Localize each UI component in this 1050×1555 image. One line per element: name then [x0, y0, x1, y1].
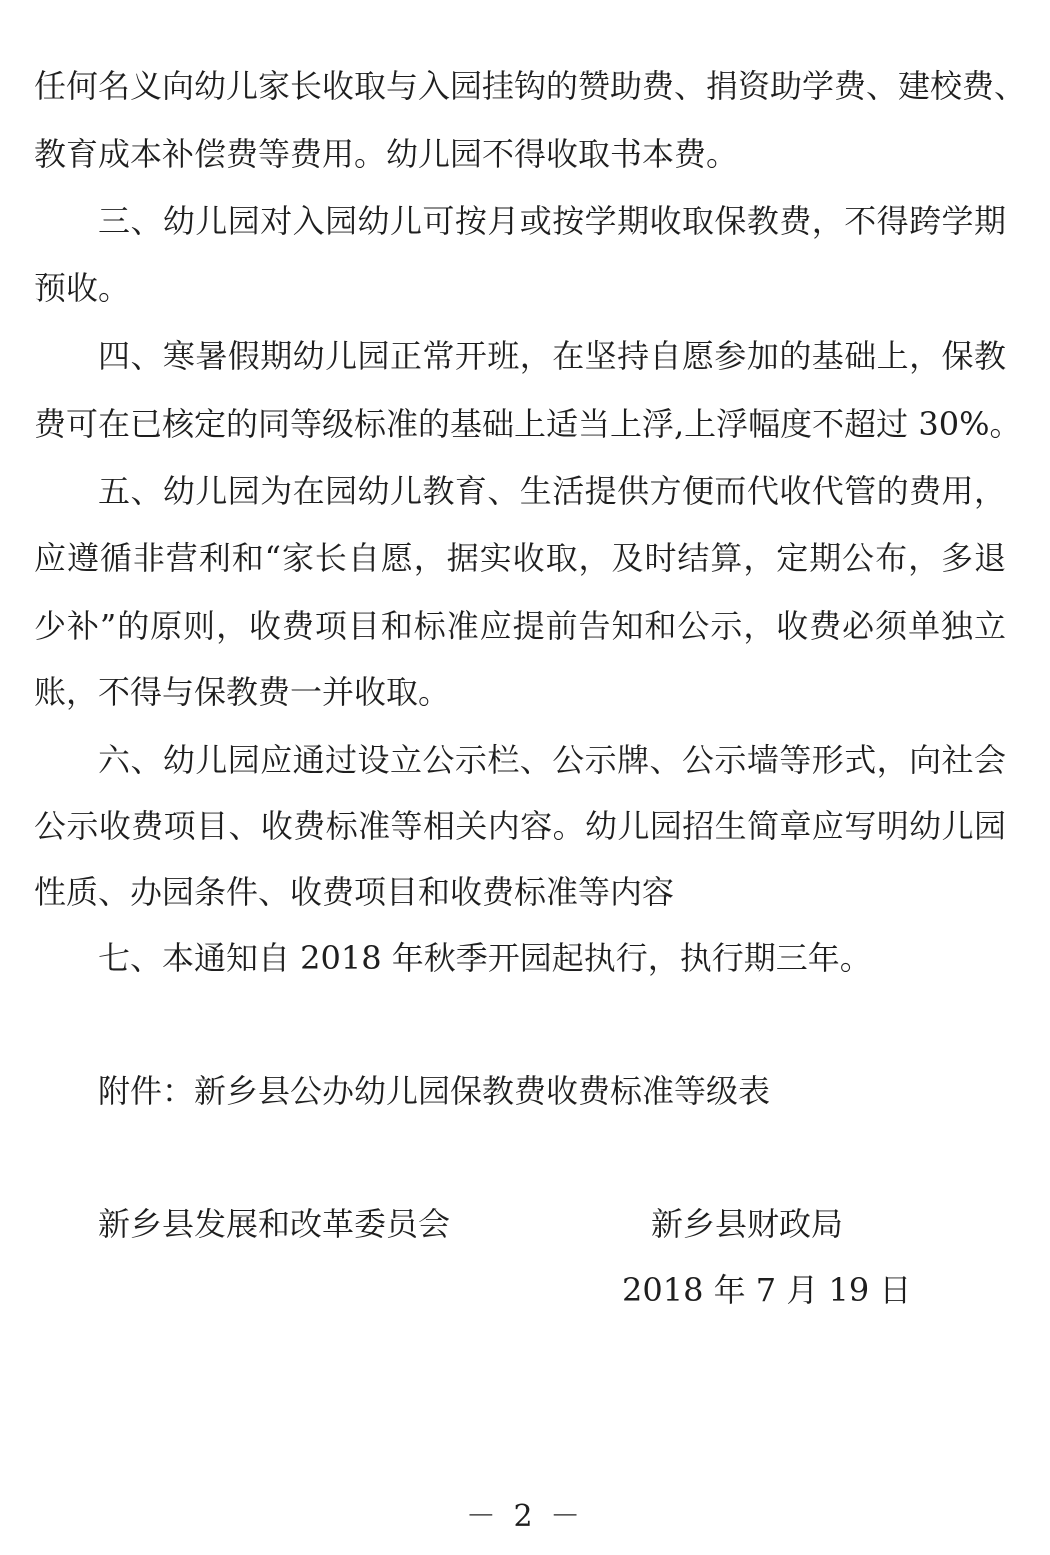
item-3-line-2: 预收。 — [34, 269, 131, 307]
paragraph-continued-line-1: 任何名义向幼儿家长收取与入园挂钩的赞助费、捐资助学费、建校费、 — [34, 67, 1027, 105]
attachment-line: 附件：新乡县公办幼儿园保教费收费标准等级表 — [98, 1072, 771, 1110]
item-6-line-3: 性质、办园条件、收费项目和收费标准等内容 — [34, 873, 675, 911]
document-date: 2018 年 7 月 19 日 — [622, 1271, 912, 1309]
item-6-line-1: 六、幼儿园应通过设立公示栏、公示牌、公示墙等形式，向社会 — [98, 741, 1006, 779]
item-6-line-2: 公示收费项目、收费标准等相关内容。幼儿园招生简章应写明幼儿园 — [34, 807, 1006, 845]
item-5-line-4: 账，不得与保教费一并收取。 — [34, 673, 451, 711]
item-5-line-1: 五、幼儿园为在园幼儿教育、生活提供方便而代收代管的费用， — [98, 472, 1006, 510]
item-4-line-1: 四、寒暑假期幼儿园正常开班，在坚持自愿参加的基础上，保教 — [98, 337, 1006, 375]
item-5-line-2: 应遵循非营利和“家长自愿，据实收取，及时结算，定期公布，多退 — [34, 539, 1006, 577]
paragraph-continued-line-2: 教育成本补偿费等费用。幼儿园不得收取书本费。 — [34, 135, 739, 173]
item-5-line-3: 少补”的原则，收费项目和标准应提前告知和公示，收费必须单独立 — [34, 607, 1006, 645]
item-3-line-1: 三、幼儿园对入园幼儿可按月或按学期收取保教费，不得跨学期 — [98, 202, 1006, 240]
issuer-development-reform-commission: 新乡县发展和改革委员会 — [98, 1205, 451, 1243]
page-number: － 2 － — [465, 1499, 585, 1534]
issuer-finance-bureau: 新乡县财政局 — [651, 1205, 844, 1243]
item-4-line-2: 费可在已核定的同等级标准的基础上适当上浮,上浮幅度不超过 30%。 — [34, 405, 1022, 443]
item-7-line-1: 七、本通知自 2018 年秋季开园起执行，执行期三年。 — [98, 939, 872, 977]
